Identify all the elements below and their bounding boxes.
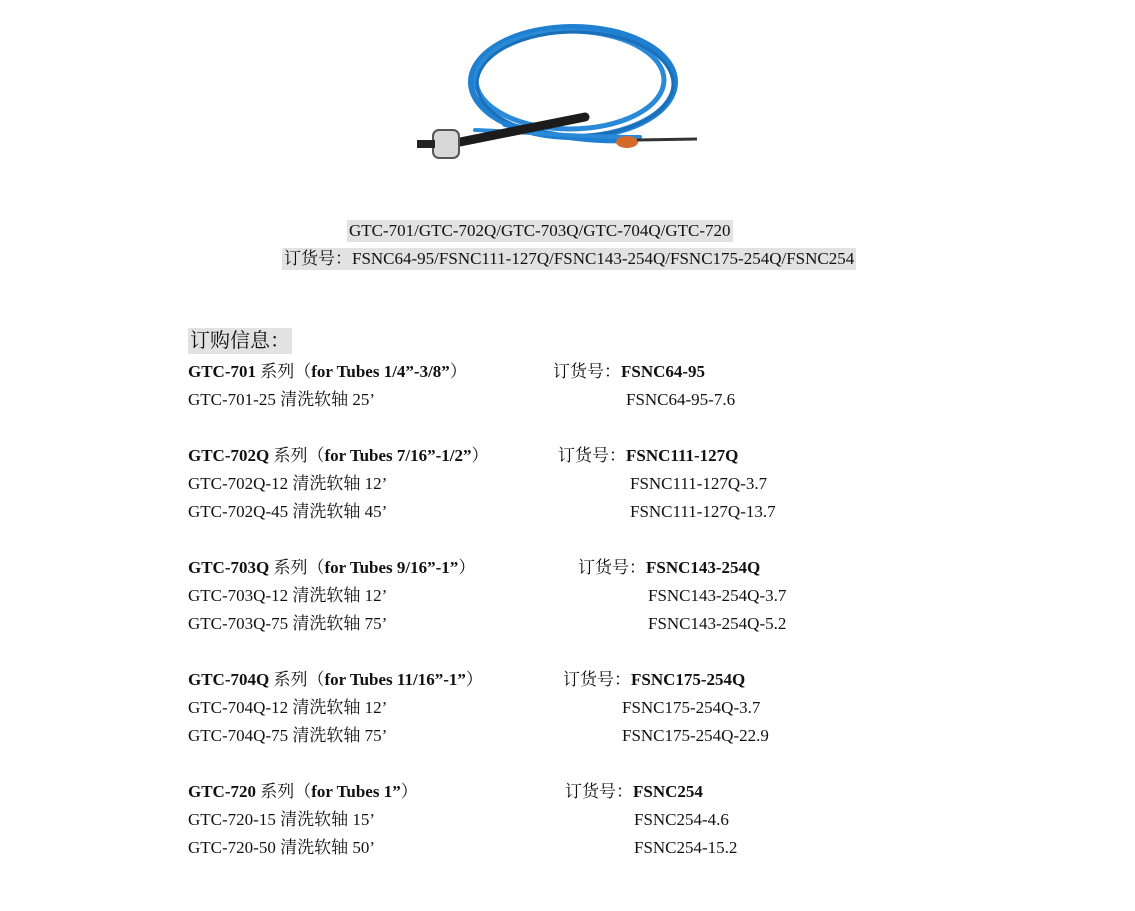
item-model: GTC-703Q-12 bbox=[188, 586, 289, 605]
order-number-caption-label: 订货号： bbox=[284, 249, 352, 268]
item-model: GTC-702Q-45 bbox=[188, 502, 289, 521]
order-number-code: FSNC143-254Q bbox=[646, 558, 761, 577]
item-order-code: FSNC175-254Q-22.9 bbox=[622, 726, 769, 745]
item-model: GTC-704Q-75 bbox=[188, 726, 289, 745]
item-model: GTC-720-15 bbox=[188, 810, 276, 829]
cleaning-shaft-product-image bbox=[405, 12, 705, 192]
item-row bbox=[188, 696, 387, 720]
series-title bbox=[188, 780, 418, 804]
order-number-code: FSNC111-127Q bbox=[626, 446, 739, 465]
item-length: 50’ bbox=[352, 838, 375, 857]
item-row bbox=[188, 724, 387, 748]
series-title bbox=[188, 444, 489, 468]
series-label: 系列（ bbox=[260, 782, 312, 801]
series-tube-spec: for Tubes 7/16”-1/2” bbox=[324, 446, 472, 465]
item-model: GTC-720-50 bbox=[188, 838, 276, 857]
item-model: GTC-703Q-75 bbox=[188, 614, 289, 633]
series-model: GTC-720 bbox=[188, 782, 256, 801]
series-close-paren: ） bbox=[465, 670, 483, 689]
item-length: 75’ bbox=[364, 614, 388, 633]
order-number-label: 订货号： bbox=[553, 362, 621, 381]
series-title bbox=[188, 360, 467, 384]
item-length: 12’ bbox=[364, 474, 388, 493]
series-order-number bbox=[558, 444, 738, 468]
item-order-code: FSNC111-127Q-3.7 bbox=[630, 474, 768, 493]
item-row bbox=[188, 808, 375, 832]
item-order-code: FSNC175-254Q-3.7 bbox=[622, 698, 761, 717]
series-order-number bbox=[578, 556, 760, 580]
item-length: 15’ bbox=[352, 810, 375, 829]
item-order-code: FSNC254-4.6 bbox=[634, 810, 729, 829]
series-label: 系列（ bbox=[273, 558, 325, 577]
item-name: 清洗软轴 bbox=[280, 810, 349, 829]
series-model: GTC-701 bbox=[188, 362, 256, 381]
order-number-label: 订货号： bbox=[565, 782, 633, 801]
item-name: 清洗软轴 bbox=[280, 838, 349, 857]
series-close-paren: ） bbox=[471, 446, 489, 465]
item-model: GTC-701-25 bbox=[188, 390, 276, 409]
series-model: GTC-702Q bbox=[188, 446, 270, 465]
item-order-code: FSNC143-254Q-5.2 bbox=[648, 614, 787, 633]
series-label: 系列（ bbox=[273, 446, 325, 465]
item-name: 清洗软轴 bbox=[292, 698, 361, 717]
item-length: 25’ bbox=[352, 390, 375, 409]
item-row bbox=[188, 472, 387, 496]
item-order-code: FSNC64-95-7.6 bbox=[626, 390, 736, 409]
series-title bbox=[188, 556, 475, 580]
item-model: GTC-702Q-12 bbox=[188, 474, 289, 493]
series-order-number bbox=[563, 668, 745, 692]
item-name: 清洗软轴 bbox=[292, 586, 361, 605]
series-order-number bbox=[565, 780, 703, 804]
item-length: 12’ bbox=[364, 586, 388, 605]
series-model: GTC-703Q bbox=[188, 558, 270, 577]
order-number-code: FSNC254 bbox=[633, 782, 703, 801]
order-number-label: 订货号： bbox=[578, 558, 646, 577]
item-length: 12’ bbox=[364, 698, 388, 717]
series-close-paren: ） bbox=[449, 362, 467, 381]
item-row bbox=[188, 836, 375, 860]
item-row bbox=[188, 584, 387, 608]
series-order-number bbox=[553, 360, 705, 384]
item-name: 清洗软轴 bbox=[292, 614, 361, 633]
item-length: 75’ bbox=[364, 726, 388, 745]
item-row bbox=[188, 612, 387, 636]
series-label: 系列（ bbox=[273, 670, 325, 689]
series-tube-spec: for Tubes 1” bbox=[311, 782, 401, 801]
series-label: 系列（ bbox=[260, 362, 312, 381]
item-name: 清洗软轴 bbox=[280, 390, 349, 409]
item-name: 清洗软轴 bbox=[292, 474, 361, 493]
order-number-caption bbox=[282, 248, 856, 270]
item-name: 清洗软轴 bbox=[292, 726, 361, 745]
order-number-code: FSNC64-95 bbox=[621, 362, 706, 381]
series-tube-spec: for Tubes 11/16”-1” bbox=[324, 670, 466, 689]
item-length: 45’ bbox=[364, 502, 388, 521]
series-title bbox=[188, 668, 483, 692]
order-number-code: FSNC175-254Q bbox=[631, 670, 746, 689]
series-tube-spec: for Tubes 9/16”-1” bbox=[324, 558, 459, 577]
series-close-paren: ） bbox=[400, 782, 418, 801]
item-name: 清洗软轴 bbox=[292, 502, 361, 521]
item-model: GTC-704Q-12 bbox=[188, 698, 289, 717]
model-list-caption: GTC-701/GTC-702Q/GTC-703Q/GTC-704Q/GTC-720 bbox=[349, 221, 731, 240]
item-order-code: FSNC254-15.2 bbox=[634, 838, 738, 857]
order-info-heading: 订购信息： bbox=[190, 330, 290, 352]
item-order-code: FSNC111-127Q-13.7 bbox=[630, 502, 776, 521]
item-row bbox=[188, 388, 375, 412]
order-number-label: 订货号： bbox=[563, 670, 631, 689]
series-close-paren: ） bbox=[458, 558, 476, 577]
order-number-label: 订货号： bbox=[558, 446, 626, 465]
series-tube-spec: for Tubes 1/4”-3/8” bbox=[311, 362, 450, 381]
item-row bbox=[188, 500, 387, 524]
order-number-caption-codes: FSNC64-95/FSNC111-127Q/FSNC143-254Q/FSNC175-254Q/FSNC254 bbox=[352, 249, 855, 268]
item-order-code: FSNC143-254Q-3.7 bbox=[648, 586, 787, 605]
series-model: GTC-704Q bbox=[188, 670, 270, 689]
